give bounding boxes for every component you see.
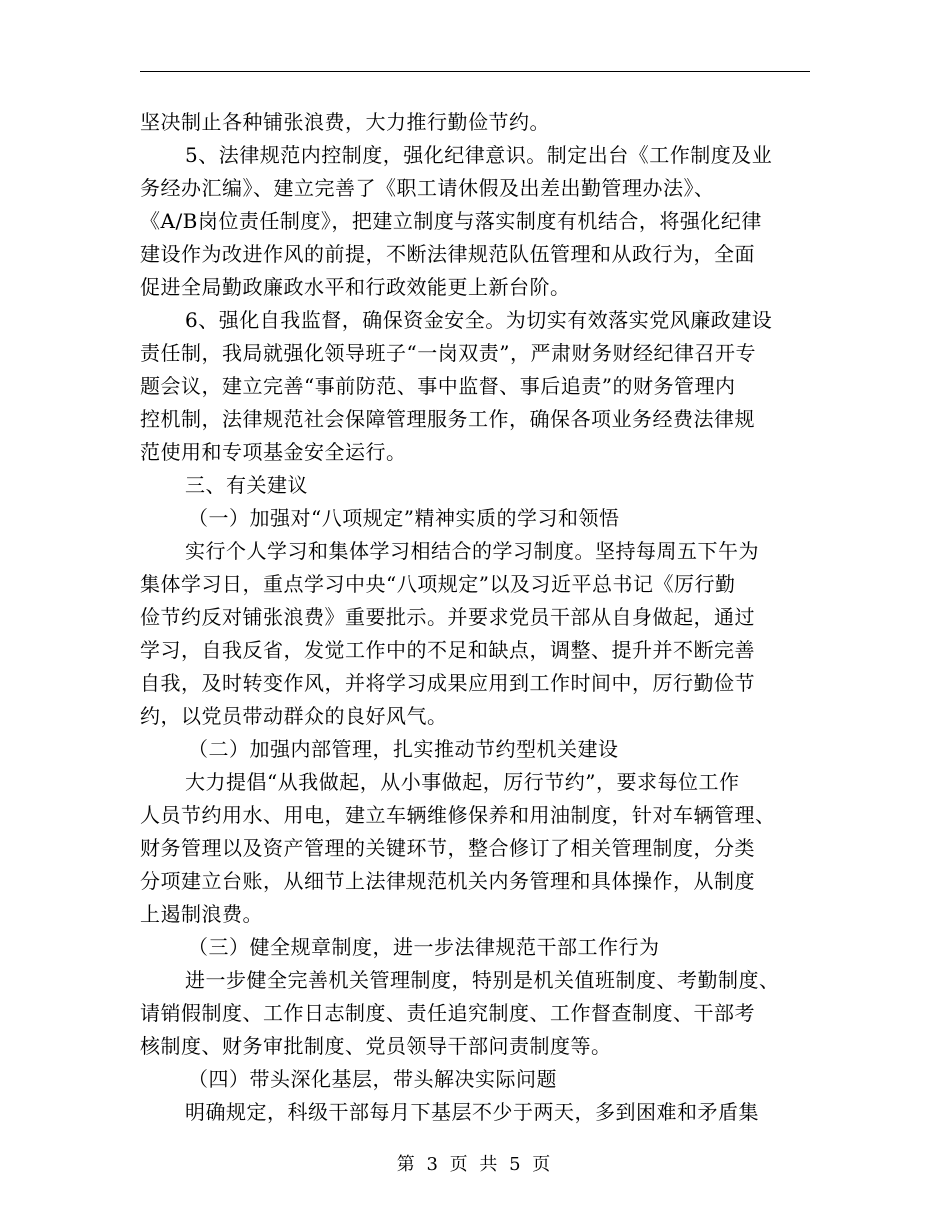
page-number-footer: 第 3 页 共 5 页	[396, 1154, 554, 1175]
text-line: 人员节约用水、用电，建立车辆维修保养和用油制度，针对车辆管理、	[140, 803, 776, 827]
header-rule	[140, 71, 810, 72]
text-line: 学习，自我反省，发觉工作中的不足和缺点，调整、提升并不断完善	[140, 638, 755, 662]
text-line: 财务管理以及资产管理的关键环节，整合修订了相关管理制度，分类	[140, 836, 755, 860]
subsection-heading: （一）加强对“八项规定”精神实质的学习和领悟	[188, 506, 620, 530]
text-line: 题会议，建立完善“事前防范、事中监督、事后追责”的财务管理内	[140, 374, 736, 398]
text-line: 6、强化自我监督，确保资金安全。为切实有效落实党风廉政建设	[185, 308, 773, 332]
text-line: 控机制，法律规范社会保障管理服务工作，确保各项业务经费法律规	[140, 407, 755, 431]
text-line: 实行个人学习和集体学习相结合的学习制度。坚持每周五下午为	[185, 539, 759, 563]
text-line: 自我，及时转变作风，并将学习成果应用到工作时间中，厉行勤俭节	[140, 671, 755, 695]
text-line: 建设作为改进作风的前提，不断法律规范队伍管理和从政行为，全面	[140, 242, 755, 266]
text-line: 核制度、财务审批制度、党员领导干部问责制度等。	[140, 1034, 612, 1058]
text-line: 上遏制浪费。	[140, 902, 263, 926]
text-line: 范使用和专项基金安全运行。	[140, 440, 407, 464]
text-line: 分项建立台账，从细节上法律规范机关内务管理和具体操作，从制度	[140, 869, 755, 893]
subsection-heading: （三）健全规章制度，进一步法律规范干部工作行为	[188, 935, 660, 959]
text-line: 明确规定，科级干部每月下基层不少于两天，多到困难和矛盾集	[185, 1100, 759, 1124]
text-line: 大力提倡“从我做起，从小事做起，厉行节约”，要求每位工作	[185, 770, 740, 794]
text-line: 坚决制止各种铺张浪费，大力推行勤俭节约。	[140, 110, 550, 134]
text-line: 务经办汇编》、建立完善了《职工请休假及出差出勤管理办法》、	[140, 176, 715, 200]
text-line: 约，以党员带动群众的良好风气。	[140, 704, 448, 728]
document-body	[140, 106, 810, 1129]
text-line: 《A/B岗位责任制度》，把建立制度与落实制度有机结合，将强化纪律	[140, 209, 762, 233]
subsection-heading: （二）加强内部管理，扎实推动节约型机关建设	[188, 737, 619, 761]
text-line: 促进全局勤政廉政水平和行政效能更上新台阶。	[140, 275, 571, 299]
subsection-heading: （四）带头深化基层，带头解决实际问题	[188, 1067, 557, 1091]
text-line: 进一步健全完善机关管理制度，特别是机关值班制度、考勤制度、	[185, 968, 780, 992]
text-line: 责任制，我局就强化领导班子“一岗双责”，严肃财务财经纪律召开专	[140, 341, 756, 365]
section-heading: 三、有关建议	[185, 473, 308, 497]
text-line: 俭节约反对铺张浪费》重要批示。并要求党员干部从自身做起，通过	[140, 605, 755, 629]
text-line: 5、法律规范内控制度，强化纪律意识。制定出台《工作制度及业	[185, 143, 773, 167]
text-line: 请销假制度、工作日志制度、责任追究制度、工作督查制度、干部考	[140, 1001, 755, 1025]
text-line: 集体学习日，重点学习中央“八项规定”以及习近平总书记《厉行勤	[140, 572, 736, 596]
